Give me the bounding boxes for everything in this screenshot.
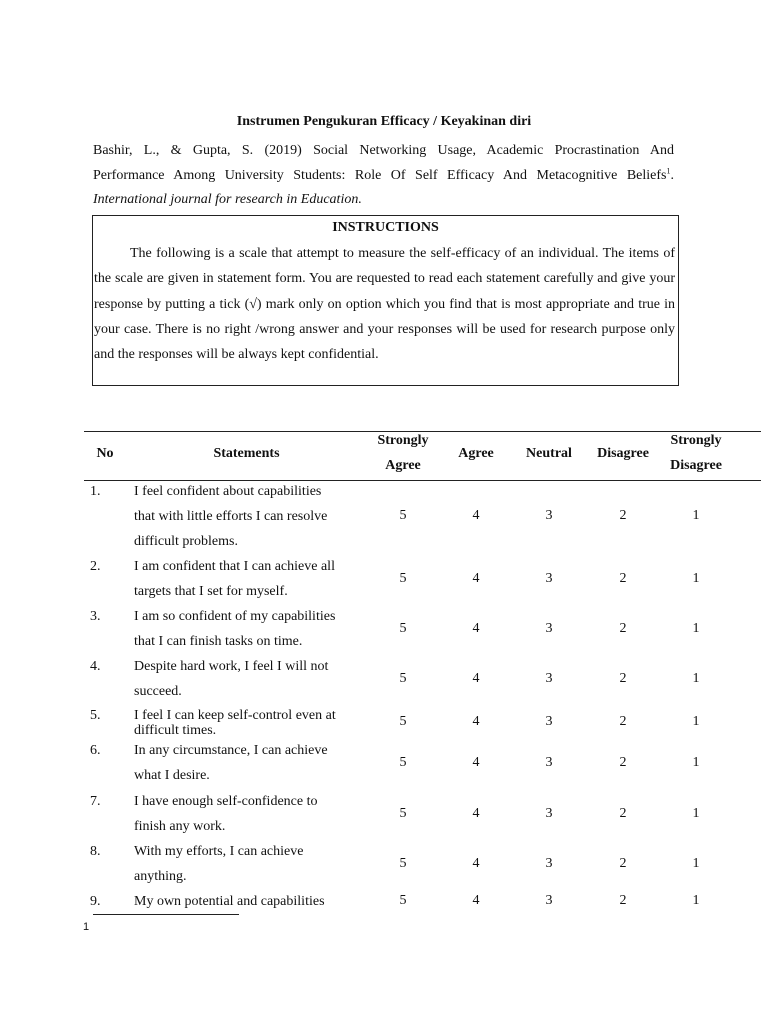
- rating-value: 5: [399, 671, 407, 686]
- table-row: [84, 604, 761, 654]
- instructions-heading: INSTRUCTIONS: [332, 220, 439, 235]
- row-statement: [134, 839, 364, 889]
- table-row: [84, 839, 761, 889]
- document-title: Instrumen Pengukuran Efficacy / Keyakinan diri: [236, 114, 532, 129]
- row-number: 8.: [90, 844, 101, 859]
- rating-value: 2: [619, 893, 627, 908]
- rating-value: 2: [619, 755, 627, 770]
- rating-value: 3: [545, 571, 553, 586]
- statement-line: what I desire.: [134, 768, 210, 783]
- header-agree: Agree: [458, 446, 494, 461]
- instructions-box: [92, 215, 679, 386]
- header-disagree: Disagree: [597, 446, 649, 461]
- statement-line: finish any work.: [134, 819, 226, 834]
- table-row: [84, 479, 761, 549]
- row-statement: [134, 654, 364, 704]
- rating-value: 2: [619, 671, 627, 686]
- rating-value: 3: [545, 621, 553, 636]
- rating-value: 2: [619, 621, 627, 636]
- rating-value: 2: [619, 571, 627, 586]
- citation-line-2-text: Performance Among University Students: Role Of Self Efficacy And Metacognitive Beliefs: [93, 167, 667, 183]
- rating-value: 5: [399, 621, 407, 636]
- rating-value: 3: [545, 806, 553, 821]
- citation: [93, 139, 674, 213]
- header-strongly-disagree: [660, 428, 732, 478]
- row-number: 3.: [90, 609, 101, 624]
- footnote-separator: [93, 914, 239, 915]
- row-number: 4.: [90, 659, 101, 674]
- rating-value: 3: [545, 755, 553, 770]
- row-statement: [134, 604, 364, 654]
- citation-journal: International journal for research in Education.: [93, 192, 362, 207]
- statement-line: anything.: [134, 869, 187, 884]
- header-strongly-agree: [363, 428, 443, 478]
- row-number: 6.: [90, 743, 101, 758]
- rating-value: 3: [545, 508, 553, 523]
- rating-value: 1: [692, 714, 700, 729]
- statement-line: I feel I can keep self-control even at: [134, 708, 336, 723]
- statement-line: that I can finish tasks on time.: [134, 634, 303, 649]
- statement-line: I am so confident of my capabilities: [134, 609, 336, 624]
- header-strongly-disagree-line1: Strongly: [670, 433, 722, 448]
- rating-value: 1: [692, 856, 700, 871]
- rating-value: 3: [545, 714, 553, 729]
- rating-value: 4: [472, 671, 480, 686]
- statement-line: difficult times.: [134, 723, 217, 738]
- rating-value: 4: [472, 755, 480, 770]
- rating-value: 2: [619, 508, 627, 523]
- statement-line: targets that I set for myself.: [134, 584, 288, 599]
- row-number: 1.: [90, 484, 101, 499]
- header-strongly-disagree-line2: Disagree: [670, 458, 722, 473]
- rating-value: 5: [399, 806, 407, 821]
- rating-value: 3: [545, 856, 553, 871]
- rating-value: 4: [472, 893, 480, 908]
- rating-value: 5: [399, 893, 407, 908]
- citation-line-2-end: .: [670, 167, 674, 183]
- statement-line: Despite hard work, I feel I will not: [134, 659, 329, 674]
- table-row: [84, 789, 761, 839]
- rating-value: 3: [545, 893, 553, 908]
- statement-line: In any circumstance, I can achieve: [134, 743, 328, 758]
- citation-line-2: [93, 164, 674, 189]
- rating-value: 1: [692, 893, 700, 908]
- rating-value: 5: [399, 571, 407, 586]
- citation-line-1: Bashir, L., & Gupta, S. (2019) Social Networking Usage, Academic Procrastination And: [93, 143, 674, 158]
- statement-line: I feel confident about capabilities: [134, 484, 322, 499]
- footnote-number: 1: [83, 921, 90, 933]
- row-statement: [134, 554, 364, 604]
- statement-line: that with little efforts I can resolve: [134, 509, 328, 524]
- row-number: 5.: [90, 708, 101, 723]
- header-statements: Statements: [213, 446, 280, 461]
- rating-value: 1: [692, 508, 700, 523]
- row-number: 2.: [90, 559, 101, 574]
- row-number: 7.: [90, 794, 101, 809]
- statement-line: I have enough self-confidence to: [134, 794, 318, 809]
- table-row: [84, 554, 761, 604]
- header-neutral: Neutral: [526, 446, 572, 461]
- header-strongly-agree-line1: Strongly: [377, 433, 429, 448]
- rating-value: 4: [472, 856, 480, 871]
- rating-value: 4: [472, 571, 480, 586]
- statement-line: My own potential and capabilities: [134, 894, 325, 909]
- rating-value: 5: [399, 755, 407, 770]
- rating-value: 1: [692, 755, 700, 770]
- footnote-reference: 1: [666, 165, 671, 175]
- rating-value: 4: [472, 806, 480, 821]
- rating-value: 4: [472, 714, 480, 729]
- rating-value: 1: [692, 671, 700, 686]
- row-statement: [134, 708, 364, 738]
- instructions-text: The following is a scale that attempt to measure the self-efficacy of an individual. The items of the scale are given in statement form. You are requested to read each statement carefully and give your response by putting a tick (√) mark only on option which you find that is most appropriate and true in your case. There is no right /wrong answer and your responses will be used for research purpose only and the responses will be always kept confidential.: [94, 246, 675, 363]
- row-statement: [134, 889, 364, 914]
- table-row: [84, 738, 761, 788]
- statement-line: With my efforts, I can achieve: [134, 844, 304, 859]
- rating-value: 1: [692, 806, 700, 821]
- rating-value: 5: [399, 856, 407, 871]
- rating-value: 2: [619, 856, 627, 871]
- row-statement: [134, 738, 364, 788]
- statement-line: difficult problems.: [134, 534, 238, 549]
- table-row: [84, 654, 761, 704]
- rating-value: 1: [692, 621, 700, 636]
- rating-value: 4: [472, 508, 480, 523]
- header-no: No: [96, 446, 114, 461]
- rating-value: 4: [472, 621, 480, 636]
- header-strongly-agree-line2: Agree: [385, 458, 421, 473]
- row-number: 9.: [90, 894, 101, 909]
- statement-line: succeed.: [134, 684, 182, 699]
- rating-value: 2: [619, 714, 627, 729]
- rating-value: 5: [399, 508, 407, 523]
- statement-line: I am confident that I can achieve all: [134, 559, 335, 574]
- row-statement: [134, 479, 364, 554]
- rating-value: 3: [545, 671, 553, 686]
- rating-value: 1: [692, 571, 700, 586]
- row-statement: [134, 789, 364, 839]
- rating-value: 5: [399, 714, 407, 729]
- rating-value: 2: [619, 806, 627, 821]
